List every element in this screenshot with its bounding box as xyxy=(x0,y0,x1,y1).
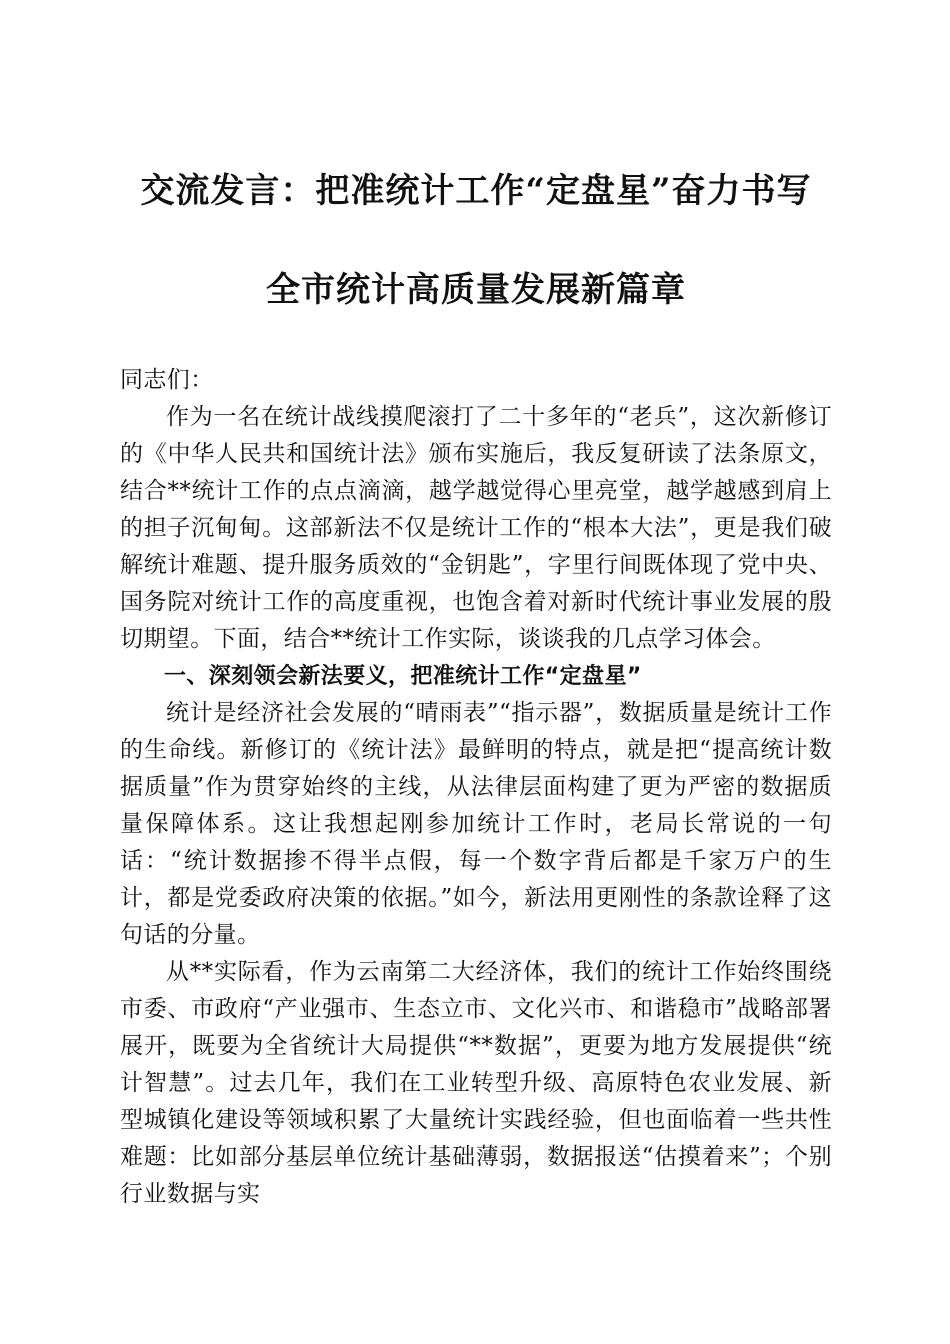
document-body xyxy=(120,362,832,1213)
document-page xyxy=(120,0,832,1344)
section-paragraph-2: 从**实际看，作为云南第二大经济体，我们的统计工作始终围绕市委、市政府“产业强市、生态立市、文化兴市、和谐稳市”战略部署展开，既要为全省统计大局提供“**数据”，更要为地方发展提供“统计智慧”。过去几年，我们在工业转型升级、高原特色农业发展、新型城镇化建设等领域积累了大量统计实践经验，但也面临着一些共性难题：比如部分基层单位统计基础薄弱，数据报送“估摸着来”；个别行业数据与实 xyxy=(120,959,832,1207)
section-paragraph-1: 统计是经济社会发展的“晴雨表”“指示器”，数据质量是统计工作的生命线。新修订的《统计法》最鲜明的特点，就是把“提高统计数据质量”作为贯穿始终的主线，从法律层面构建了更为严密的数据质量保障体系。这让我想起刚参加统计工作时，老局长常说的一句话：“统计数据掺不得半点假，每一个数字背后都是千家万户的生计，都是党委政府决策的依据。”如今，新法用更刚性的条款诠释了这句话的分量。 xyxy=(120,700,832,948)
document-title-line-2: 全市统计高质量发展新篇章 xyxy=(266,270,686,310)
section-heading-1: 一、深刻领会新法要义，把准统计工作“定盘星” xyxy=(164,664,642,689)
document-title-line-1: 交流发言：把准统计工作“定盘星”奋力书写 xyxy=(140,171,812,211)
body-paragraph-1: 作为一名在统计战线摸爬滚打了二十多年的“老兵”，这次新修订的《中华人民共和国统计法》颁布实施后，我反复研读了法条原文，结合**统计工作的点点滴滴，越学越觉得心里亮堂，越学越感到肩上的担子沉甸甸。这部新法不仅是统计工作的“根本大法”，更是我们破解统计难题、提升服务质效的“金钥匙”，字里行间既体现了党中央、国务院对统计工作的高度重视，也饱含着对新时代统计事业发展的殷切期望。下面，结合**统计工作实际，谈谈我的几点学习体会。 xyxy=(120,404,832,652)
salutation: 同志们： xyxy=(120,367,214,393)
